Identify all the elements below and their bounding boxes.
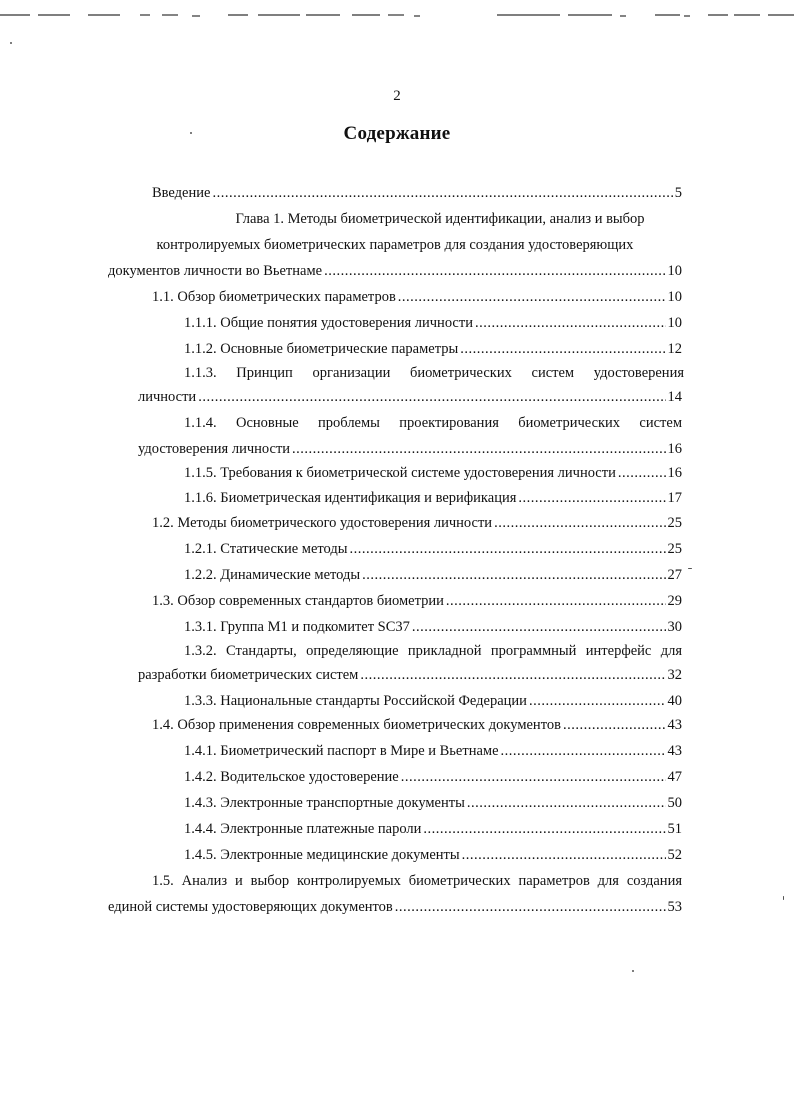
toc-page-number: 25 <box>667 541 682 557</box>
page-title: Содержание <box>343 123 451 144</box>
scan-speck <box>783 896 784 900</box>
toc-page-number: 27 <box>667 567 682 583</box>
toc-entry-1-1-4: удостоверения личности ..... 16 <box>138 436 682 462</box>
toc-entry-chapter1: документов личности во Вьетнаме ..... 10 <box>108 258 682 284</box>
toc-page-number: 16 <box>667 465 682 481</box>
toc-page-number: 52 <box>667 847 682 863</box>
toc-entry-intro: Введение ..... 5 <box>152 180 682 206</box>
toc-entry-1-4-5: 1.4.5. Электронные медицинские документы ..... 52 <box>184 842 682 868</box>
toc-entry-1-1-2: 1.1.2. Основные биометрические параметры ..... 12 <box>184 336 682 362</box>
toc-entry-chapter1-line1: Глава 1. Методы биометрической идентификации, анализ и выбор <box>235 211 645 227</box>
toc-page-number: 12 <box>667 341 682 357</box>
scan-speck <box>10 42 12 44</box>
toc-entry-1-4-3: 1.4.3. Электронные транспортные документы ..... 50 <box>184 790 682 816</box>
toc-entry-1-4-2: 1.4.2. Водительское удостоверение ..... 47 <box>184 764 682 790</box>
scan-speck <box>632 970 634 972</box>
toc-page-number: 10 <box>667 315 682 331</box>
toc-entry-1-1: 1.1. Обзор биометрических параметров ..... 10 <box>152 284 682 310</box>
toc-entry-chapter1-line2: контролируемых биометрических параметров для создания удостоверяющих <box>156 237 634 253</box>
toc-entry-1-4: 1.4. Обзор применения современных биометрических документов ..... 43 <box>152 712 682 738</box>
scan-speck <box>688 568 692 569</box>
toc-page-number: 51 <box>667 821 682 837</box>
toc-entry-1-2-2: 1.2.2. Динамические методы ..... 27 <box>184 562 682 588</box>
toc-entry-1-2-1: 1.2.1. Статические методы ..... 25 <box>184 536 682 562</box>
toc-page-number: 50 <box>667 795 682 811</box>
toc-entry-1-3-2: разработки биометрических систем ..... 32 <box>138 662 682 688</box>
toc-entry-1-4-4: 1.4.4. Электронные платежные пароли ..... 51 <box>184 816 682 842</box>
toc-entry-1-5: единой системы удостоверяющих документов ..... 53 <box>108 894 682 920</box>
toc-entry-1-3-2-line1: 1.3.2. Стандарты, определяющие прикладной программный интерфейс для <box>184 643 682 659</box>
toc-page-number: 43 <box>667 743 682 759</box>
toc-page-number: 25 <box>667 515 682 531</box>
toc-entry-1-3-3: 1.3.3. Национальные стандарты Российской Федерации ..... 40 <box>184 688 682 714</box>
page-number: 2 <box>393 88 401 104</box>
toc-page-number: 47 <box>667 769 682 785</box>
toc-entry-1-5-line1: 1.5. Анализ и выбор контролируемых биометрических параметров для создания <box>152 873 682 889</box>
toc-page-number: 14 <box>667 389 682 405</box>
toc-page-number: 17 <box>667 490 682 506</box>
toc-entry-1-1-6: 1.1.6. Биометрическая идентификация и верификация ..... 17 <box>184 485 682 511</box>
toc-page-number: 53 <box>667 899 682 915</box>
toc-entry-1-1-4-line1: 1.1.4. Основные проблемы проектирования биометрических систем <box>184 415 682 431</box>
toc-entry-1-4-1: 1.4.1. Биометрический паспорт в Мире и Вьетнаме ..... 43 <box>184 738 682 764</box>
toc-page-number: 16 <box>667 441 682 457</box>
toc-entry-1-3-1: 1.3.1. Группа М1 и подкомитет SC37 ..... 30 <box>184 614 682 640</box>
toc-page-number: 43 <box>667 717 682 733</box>
toc-entry-1-1-5: 1.1.5. Требования к биометрической системе удостоверения личности ..... 16 <box>184 460 682 486</box>
toc-entry-1-1-3-line1: 1.1.3. Принцип организации биометрических систем удостоверения <box>184 365 684 381</box>
scan-top-edge-artifact <box>0 12 794 20</box>
toc-page-number: 32 <box>667 667 682 683</box>
toc-entry-1-1-3: личности ..... 14 <box>138 384 682 410</box>
toc-entry-1-1-1: 1.1.1. Общие понятия удостоверения личности ..... 10 <box>184 310 682 336</box>
toc-page-number: 30 <box>667 619 682 635</box>
toc-entry-1-3: 1.3. Обзор современных стандартов биометрии ..... 29 <box>152 588 682 614</box>
toc-page-number: 10 <box>667 289 682 305</box>
toc-page-number: 29 <box>667 593 682 609</box>
toc-page-number: 5 <box>674 185 682 201</box>
toc-page-number: 10 <box>667 263 682 279</box>
toc-entry-1-2: 1.2. Методы биометрического удостоверения личности ..... 25 <box>152 510 682 536</box>
toc-page-number: 40 <box>667 693 682 709</box>
